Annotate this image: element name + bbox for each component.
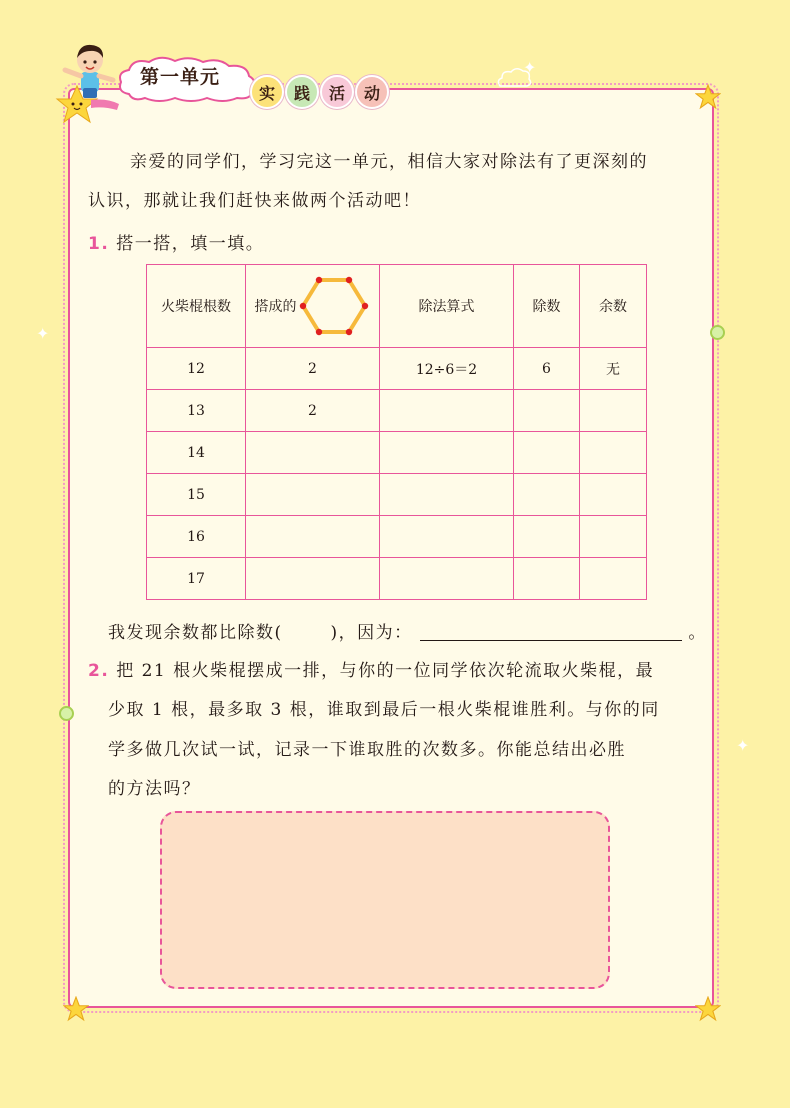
badge-char: 活 xyxy=(320,75,354,109)
sparkle-icon: ✦ xyxy=(736,736,750,755)
cell-divisor[interactable] xyxy=(514,474,580,516)
matchstick-table xyxy=(146,264,647,600)
header-formed-label: 搭成的 xyxy=(254,299,297,315)
finding-sentence xyxy=(108,618,707,643)
cell-matchstick-count: 13 xyxy=(147,390,246,432)
cell-hexagon-count[interactable]: 2 xyxy=(246,390,380,432)
cell-matchstick-count: 12 xyxy=(147,348,246,390)
star-icon xyxy=(695,996,721,1022)
question-2-line-4: 的方法吗？ xyxy=(108,779,201,799)
cell-hexagon-count[interactable] xyxy=(246,474,380,516)
badge-char: 践 xyxy=(285,75,319,109)
cell-division-formula[interactable] xyxy=(380,558,514,600)
badge-char: 实 xyxy=(250,75,284,109)
cell-division-formula[interactable]: 12÷6＝2 xyxy=(380,348,514,390)
finding-mid: )，因为： xyxy=(330,623,413,643)
cell-divisor[interactable]: 6 xyxy=(514,348,580,390)
cell-remainder[interactable] xyxy=(580,390,647,432)
cell-remainder[interactable] xyxy=(580,432,647,474)
cell-hexagon-count[interactable] xyxy=(246,558,380,600)
decor-dot xyxy=(59,706,74,721)
table-row xyxy=(147,558,647,600)
cell-hexagon-count[interactable] xyxy=(246,516,380,558)
table-row xyxy=(147,474,647,516)
answer-box[interactable] xyxy=(160,811,610,989)
header-division-formula: 除法算式 xyxy=(380,265,514,348)
question-2-line-3: 学多做几次试一试，记录一下谁取胜的次数多。你能总结出必胜 xyxy=(108,740,626,760)
cell-remainder[interactable] xyxy=(580,474,647,516)
sparkle-icon: ✦ xyxy=(36,324,50,343)
cell-matchstick-count: 17 xyxy=(147,558,246,600)
cell-matchstick-count: 16 xyxy=(147,516,246,558)
badge-char: 动 xyxy=(355,75,389,109)
question-1-heading xyxy=(88,229,264,254)
cell-divisor[interactable] xyxy=(514,558,580,600)
table-row xyxy=(147,516,647,558)
table-row xyxy=(147,390,647,432)
cell-division-formula[interactable] xyxy=(380,432,514,474)
cell-hexagon-count[interactable]: 2 xyxy=(246,348,380,390)
cell-matchstick-count: 14 xyxy=(147,432,246,474)
cell-division-formula[interactable] xyxy=(380,474,514,516)
cell-divisor[interactable] xyxy=(514,390,580,432)
intro-line-2: 认识，那就让我们赶快来做两个活动吧！ xyxy=(88,191,421,211)
table-header-row xyxy=(147,265,647,348)
table-row xyxy=(147,348,647,390)
question-number: 2. xyxy=(88,661,110,681)
question-2-line-2: 少取 1 根，最多取 3 根，谁取到最后一根火柴棍谁胜利。与你的同 xyxy=(108,700,660,720)
header-divisor: 除数 xyxy=(514,265,580,348)
finding-reason-blank[interactable] xyxy=(420,640,682,641)
hexagon-matchstick-icon xyxy=(297,275,371,337)
cell-remainder[interactable] xyxy=(580,558,647,600)
cell-divisor[interactable] xyxy=(514,432,580,474)
question-2-text: 把 21 根火柴棍摆成一排，与你的一位同学依次轮流取火柴棍，最 xyxy=(116,661,655,681)
cell-matchstick-count: 15 xyxy=(147,474,246,516)
cell-remainder[interactable] xyxy=(580,516,647,558)
sparkle-icon: ✦ xyxy=(523,58,537,77)
star-icon xyxy=(63,996,89,1022)
header-remainder: 余数 xyxy=(580,265,647,348)
intro-line-1: 亲爱的同学们，学习完这一单元，相信大家对除法有了更深刻的 xyxy=(130,152,648,172)
cell-division-formula[interactable] xyxy=(380,516,514,558)
cell-division-formula[interactable] xyxy=(380,390,514,432)
unit-title: 第一单元 xyxy=(140,66,221,88)
finding-before: 我发现余数都比除数( xyxy=(108,623,283,643)
finding-end: 。 xyxy=(688,623,707,643)
table-row xyxy=(147,432,647,474)
question-2-line-1 xyxy=(88,656,654,681)
header-hexagon-count xyxy=(246,265,380,348)
decor-dot xyxy=(710,325,725,340)
cell-divisor[interactable] xyxy=(514,516,580,558)
cloud-outline-icon xyxy=(494,66,534,90)
cell-remainder[interactable]: 无 xyxy=(580,348,647,390)
header-matchstick-count: 火柴棍根数 xyxy=(147,265,246,348)
question-number: 1. xyxy=(88,234,110,254)
cell-hexagon-count[interactable] xyxy=(246,432,380,474)
practice-activity-badges xyxy=(250,75,390,109)
star-icon xyxy=(695,84,721,110)
question-1-title: 搭一搭，填一填。 xyxy=(116,234,265,254)
